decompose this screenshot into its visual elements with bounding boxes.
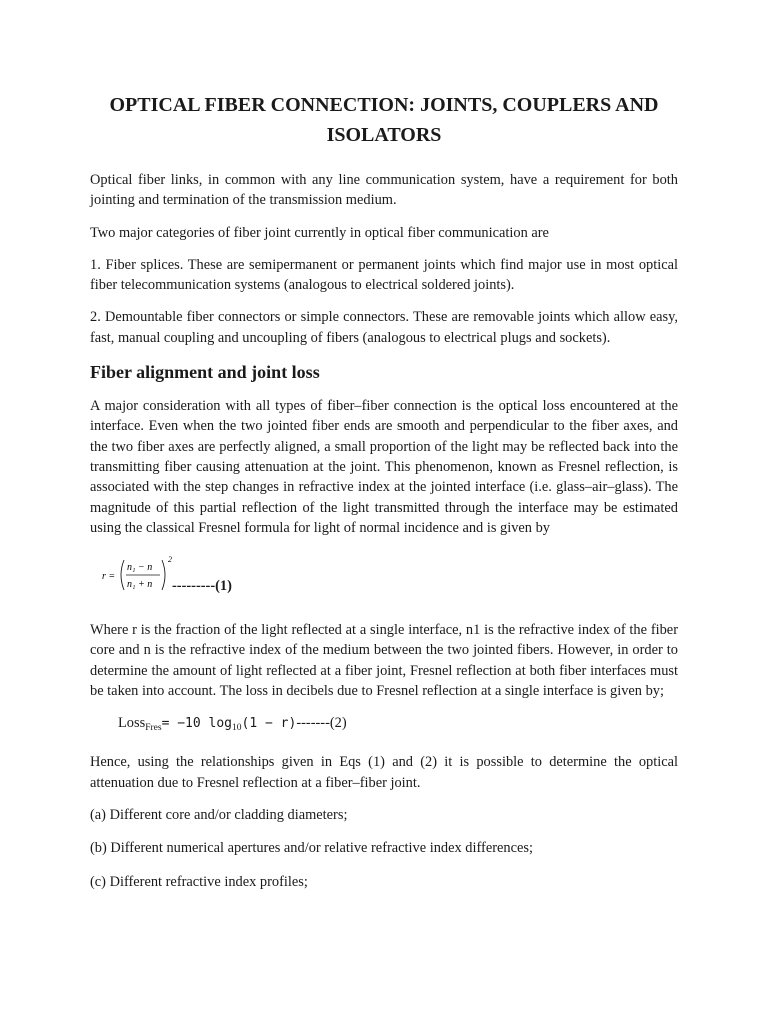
right-paren-icon <box>162 560 165 590</box>
formula-1-tag: ---------(1) <box>172 578 232 595</box>
formula-lhs: r = <box>102 571 116 583</box>
intro-paragraph: Optical fiber links, in common with any line communication system, have a requirement for both jointing and termination of the transmission medium. <box>90 172 678 209</box>
document-title: OPTICAL FIBER CONNECTION: JOINTS, COUPLERS AND ISOLATORS <box>109 94 659 146</box>
formula-denominator: n₁ + n <box>127 579 153 591</box>
definition-paragraph: Where r is the fraction of the light reflected at a single interface, n1 is the refractive index of the fiber core and n is the refractive index of the medium between the two jointed fibers. However, in order to determine the amount of light reflected at a fiber joint, Fresnel reflection at both fiber interfaces must be taken into account. The loss in decibels due to Fresnel reflection at a single interface is given by; <box>90 622 678 700</box>
categories-paragraph: Two major categories of fiber joint currently in optical fiber communication are <box>90 224 549 241</box>
left-paren-icon <box>121 560 124 590</box>
list-item: (b) Different numerical apertures and/or relative refractive index differences; <box>90 840 533 857</box>
list-item: (a) Different core and/or cladding diameters; <box>90 806 348 823</box>
log-base: 10 <box>232 723 242 734</box>
loss-formula <box>118 713 678 738</box>
connectors-paragraph: 2. Demountable fiber connectors or simple connectors. These are removable joints which allow easy, fast, manual coupling and uncoupling of fibers (analogous to electrical plugs and sockets). <box>90 309 678 346</box>
list-item: (c) Different refractive index profiles; <box>90 873 308 890</box>
hence-paragraph: Hence, using the relationships given in Eqs (1) and (2) it is possible to determine the optical attenuation due to Fresnel reflection at a fiber–fiber joint. <box>90 754 678 791</box>
formula-exponent: 2 <box>168 555 172 565</box>
section-heading: Fiber alignment and joint loss <box>90 362 320 383</box>
fresnel-formula-graphic <box>102 552 182 598</box>
formula-numerator: n₁ − n <box>127 562 153 574</box>
fiber-splices-paragraph: 1. Fiber splices. These are semipermanent or permanent joints which find major use in most optical fiber telecommunication systems (analogous to electrical soldered joints). <box>90 256 678 294</box>
loss-subscript: Fres <box>145 723 162 734</box>
loss-label: Loss <box>118 715 146 732</box>
fresnel-paragraph: A major consideration with all types of fiber–fiber connection is the optical loss encountered at the interface. Even when the two jointed fiber ends are smooth and perpendicular to the fiber axes, and the two fiber axes are perfectly aligned, a small proportion of the light may be reflected back into the transmitting fiber causing attenuation at the joint. This phenomenon, known as Fresnel reflection, is associated with the step changes in refractive index at the jointed interface (i.e. glass–air–glass). The magnitude of this partial reflection of the light transmitted through the interface may be estimated using the classical Fresnel formula for light of normal incidence and is given by <box>90 398 678 536</box>
formula-2-tag: -------(2) <box>296 715 347 732</box>
document-body <box>90 90 678 905</box>
loss-expression-a: = −10 log <box>161 716 233 732</box>
loss-expression-b: (1 − r) <box>241 716 297 732</box>
fresnel-formula <box>90 552 678 610</box>
